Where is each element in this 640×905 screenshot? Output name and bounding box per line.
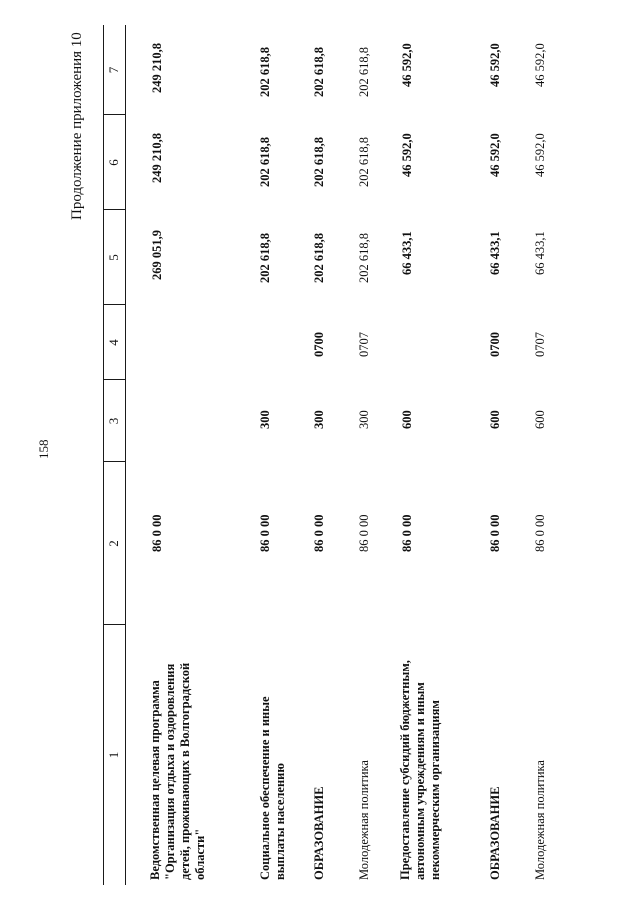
column-header-2: 2	[106, 540, 121, 547]
row-c6-cell: 202 618,8	[258, 137, 272, 187]
row-c2-cell: 86 0 00	[357, 514, 371, 552]
row-name-cell: Молодежная политика	[357, 760, 371, 880]
table-header-rule	[125, 25, 126, 885]
row-c6-cell: 202 618,8	[357, 137, 371, 187]
row-name-cell: Социальное обеспечение и иные выплаты населению	[258, 696, 287, 880]
row-c7-cell: 249 210,8	[150, 43, 164, 93]
row-name-cell: Ведомственная целевая программа "Организация отдыха и оздоровления детей, проживающих в Волгоградской области"	[148, 662, 207, 880]
row-c3-cell: 300	[258, 410, 272, 429]
row-c5-cell: 66 433,1	[400, 231, 414, 275]
row-c5-cell: 66 433,1	[533, 231, 547, 275]
column-header-4: 4	[106, 339, 121, 346]
row-c2-cell: 86 0 00	[312, 514, 326, 552]
row-c2-cell: 86 0 00	[533, 514, 547, 552]
column-header-5: 5	[106, 254, 121, 261]
row-name-cell: Молодежная политика	[533, 760, 547, 880]
row-name-cell: ОБРАЗОВАНИЕ	[312, 786, 326, 880]
row-c7-cell: 202 618,8	[258, 47, 272, 97]
row-c2-cell: 86 0 00	[400, 514, 414, 552]
page-number: 158	[36, 439, 51, 459]
row-c3-cell: 600	[488, 410, 502, 429]
row-c5-cell: 202 618,8	[312, 233, 326, 283]
row-c5-cell: 66 433,1	[488, 231, 502, 275]
appendix-continuation-title: Продолжение приложения 10	[69, 32, 85, 220]
row-c7-cell: 46 592,0	[533, 43, 547, 87]
row-name-cell: Предоставление субсидий бюджетным, автономным учреждениям и иным некоммерческим организациям	[398, 660, 442, 880]
row-c3-cell: 600	[400, 410, 414, 429]
row-c4-cell: 0707	[533, 332, 547, 357]
row-c7-cell: 46 592,0	[488, 43, 502, 87]
row-c6-cell: 202 618,8	[312, 137, 326, 187]
row-name-cell: ОБРАЗОВАНИЕ	[488, 786, 502, 880]
row-c2-cell: 86 0 00	[488, 514, 502, 552]
row-c6-cell: 46 592,0	[400, 133, 414, 177]
row-c6-cell: 46 592,0	[533, 133, 547, 177]
row-c7-cell: 202 618,8	[312, 47, 326, 97]
row-c4-cell: 0700	[312, 332, 326, 357]
row-c7-cell: 46 592,0	[400, 43, 414, 87]
column-header-1: 1	[106, 751, 121, 759]
row-c3-cell: 300	[312, 410, 326, 429]
row-c5-cell: 269 051,9	[150, 230, 164, 280]
row-c6-cell: 249 210,8	[150, 133, 164, 183]
row-c2-cell: 86 0 00	[150, 514, 164, 552]
row-c7-cell: 202 618,8	[357, 47, 371, 97]
row-c4-cell: 0700	[488, 332, 502, 357]
row-c6-cell: 46 592,0	[488, 133, 502, 177]
column-header-3: 3	[106, 417, 121, 425]
row-c4-cell: 0707	[357, 332, 371, 357]
column-header-6: 6	[106, 159, 121, 166]
column-header-7: 7	[106, 66, 121, 74]
row-c5-cell: 202 618,8	[258, 233, 272, 283]
row-c5-cell: 202 618,8	[357, 233, 371, 283]
row-c3-cell: 600	[533, 410, 547, 429]
row-c2-cell: 86 0 00	[258, 514, 272, 552]
row-c3-cell: 300	[357, 410, 371, 429]
